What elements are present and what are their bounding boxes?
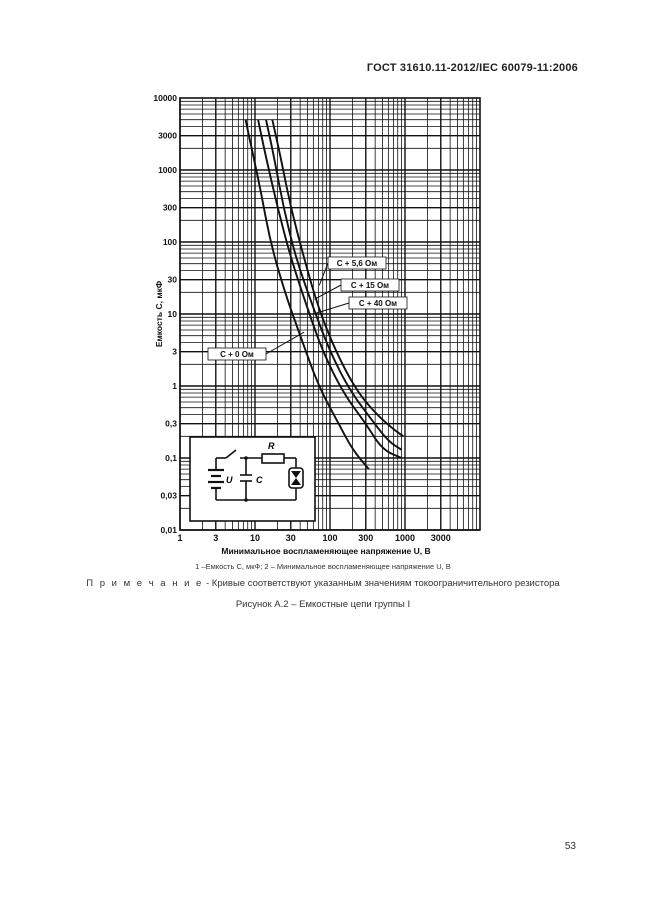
- x-tick-label: 30: [285, 533, 296, 543]
- y-tick-label: 300: [162, 202, 177, 213]
- curve-label: C + 15 Ом: [350, 281, 390, 290]
- y-tick-label: 3000: [158, 130, 177, 141]
- y-axis-label: Емкость С, мкФ: [154, 280, 164, 348]
- x-tick-label: 3000: [430, 533, 451, 543]
- curve-label: C + 40 Ом: [358, 299, 398, 308]
- y-tick-label: 10: [167, 309, 177, 319]
- y-tick-label: 0,3: [165, 418, 177, 429]
- y-tick-label: 3: [172, 346, 177, 357]
- figure-title: Рисунок А.2 – Емкостные цепи группы I: [235, 599, 411, 610]
- series-curve-3: [272, 120, 403, 437]
- curve-label: C + 5,6 Ом: [336, 259, 378, 268]
- y-tick-label: 100: [162, 237, 177, 247]
- y-tick-label: 1000: [158, 165, 177, 175]
- curve-label: C + 0 Ом: [220, 350, 254, 359]
- x-tick-label: 1000: [394, 533, 416, 543]
- y-tick-label: 30: [167, 274, 177, 285]
- x-tick-label: 100: [322, 533, 338, 543]
- y-tick-label: 10000: [153, 93, 177, 103]
- x-tick-label: 300: [358, 533, 374, 543]
- x-tick-label: 3: [213, 533, 219, 543]
- x-axis-label: Минимальное воспламеняющее напряжение U, В: [221, 546, 431, 556]
- y-tick-label: 0,03: [160, 490, 177, 501]
- circuit-inset: [190, 437, 315, 521]
- y-tick-label: 0,1: [165, 453, 177, 463]
- note-text: - Кривые соответствуют указанным значениям токоограничительного резистора: [203, 578, 560, 589]
- x-tick-label: 10: [249, 533, 261, 543]
- figure-note: [0, 578, 646, 589]
- figure-legend-note: 1 –Емкость С, мкФ; 2 – Минимальное воспламеняющее напряжение U, В: [195, 562, 451, 571]
- document-header: ГОСТ 31610.11-2012/IEC 60079-11:2006: [366, 62, 578, 74]
- voltage-label: U: [226, 475, 233, 485]
- x-tick-label: 1: [177, 533, 183, 543]
- y-tick-label: 1: [172, 381, 177, 391]
- note-prefix: П р и м е ч а н и е: [86, 578, 204, 589]
- resistor-label: R: [268, 441, 275, 451]
- y-tick-label: 0,01: [160, 525, 177, 535]
- page-number: 53: [564, 841, 576, 852]
- capacitance-label: C: [256, 475, 263, 485]
